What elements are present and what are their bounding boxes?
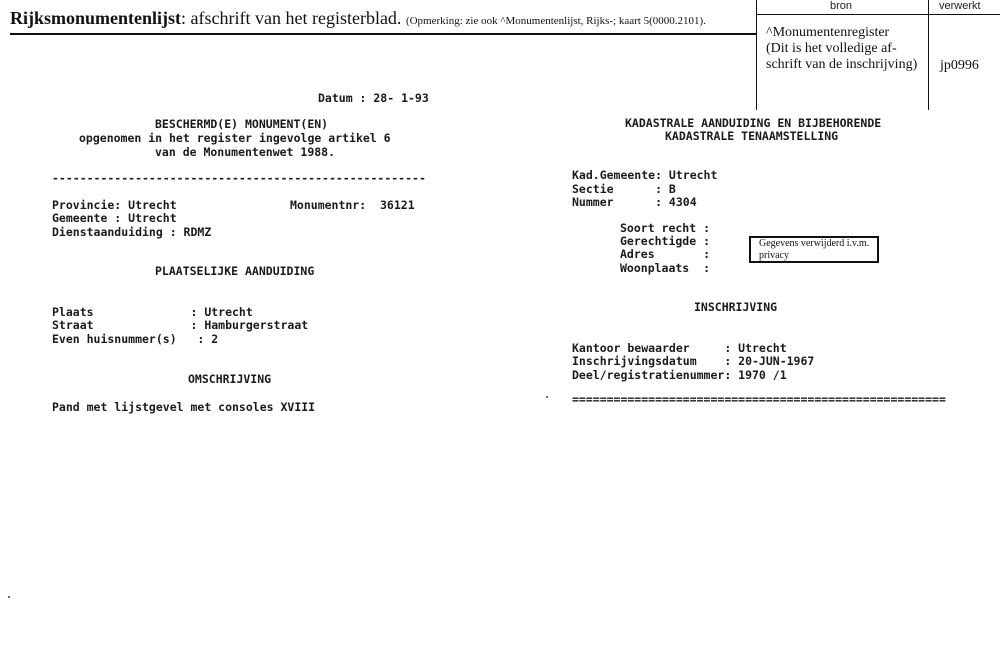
heading-omschrijving: OMSCHRIJVING — [188, 372, 272, 386]
plaats: Plaats : Utrecht — [52, 305, 253, 319]
heading-kadastrale: KADASTRALE AANDUIDING EN BIJBEHORENDE — [625, 116, 882, 130]
heading-opgenomen: opgenomen in het register ingevolge artikel 6 — [79, 131, 391, 145]
title-rest: : afschrift van het registerblad. — [181, 8, 402, 28]
soort-recht: Soort recht : — [620, 221, 711, 235]
kantoor-bewaarder: Kantoor bewaarder : Utrecht — [572, 341, 787, 355]
verwerkt-column-header: verwerkt — [939, 0, 981, 12]
monumentnr: Monumentnr: 36121 — [290, 198, 415, 212]
heading-monumentenwet: van de Monumentenwet 1988. — [155, 145, 336, 159]
bron-line: ^Monumentenregister — [766, 25, 890, 40]
table-divider-left — [756, 0, 757, 110]
deel-registratienummer: Deel/registratienummer: 1970 /1 — [572, 368, 787, 382]
woonplaats: Woonplaats : — [620, 261, 711, 275]
kad-gemeente: Kad.Gemeente: Utrecht — [572, 168, 718, 182]
heading-beschermd: BESCHERMD(E) MONUMENT(EN) — [155, 117, 329, 131]
gerechtigde: Gerechtigde : — [620, 234, 711, 248]
separator-right: ====================================================== — [572, 392, 946, 406]
straat: Straat : Hamburgerstraat — [52, 318, 309, 332]
inschrijvingsdatum: Inschrijvingsdatum : 20-JUN-1967 — [572, 354, 815, 368]
separator-left: ------------------------------------------------------ — [52, 171, 426, 185]
nummer: Nummer : 4304 — [572, 195, 697, 209]
header-underline — [10, 33, 756, 35]
title-note: (Opmerking: zie ook ^Monumentenlijst, Rijks-; kaart 5(0000.2101). — [405, 15, 706, 27]
heading-tenaamstelling: KADASTRALE TENAAMSTELLING — [665, 129, 839, 143]
datum: Datum : 28- 1-93 — [318, 91, 429, 105]
document-title — [10, 8, 706, 29]
sectie: Sectie : B — [572, 182, 676, 196]
privacy-notice-box: Gegevens verwijderd i.v.m. privacy — [749, 236, 879, 263]
heading-plaatselijke: PLAATSELIJKE AANDUIDING — [155, 264, 315, 278]
provincie: Provincie: Utrecht — [52, 198, 177, 212]
omschrijving-text: Pand met lijstgevel met consoles XVIII — [52, 400, 316, 414]
scan-speck — [8, 596, 10, 598]
bron-line: schrift van de inschrijving) — [766, 57, 918, 72]
scan-speck — [546, 396, 548, 398]
adres: Adres : — [620, 247, 711, 261]
heading-inschrijving: INSCHRIJVING — [694, 300, 778, 314]
bron-line: (Dit is het volledige af- — [766, 41, 897, 56]
bron-column-header: bron — [830, 0, 853, 12]
verwerkt-code: jp0996 — [940, 58, 979, 73]
gemeente: Gemeente : Utrecht — [52, 211, 177, 225]
bron-cell — [766, 25, 917, 73]
dienstaanduiding: Dienstaanduiding : RDMZ — [52, 225, 212, 239]
table-header-line — [756, 14, 1000, 15]
title-bold: Rijksmonumentenlijst — [10, 8, 182, 28]
table-divider-right — [928, 0, 929, 110]
huisnummer: Even huisnummer(s) : 2 — [52, 332, 219, 346]
